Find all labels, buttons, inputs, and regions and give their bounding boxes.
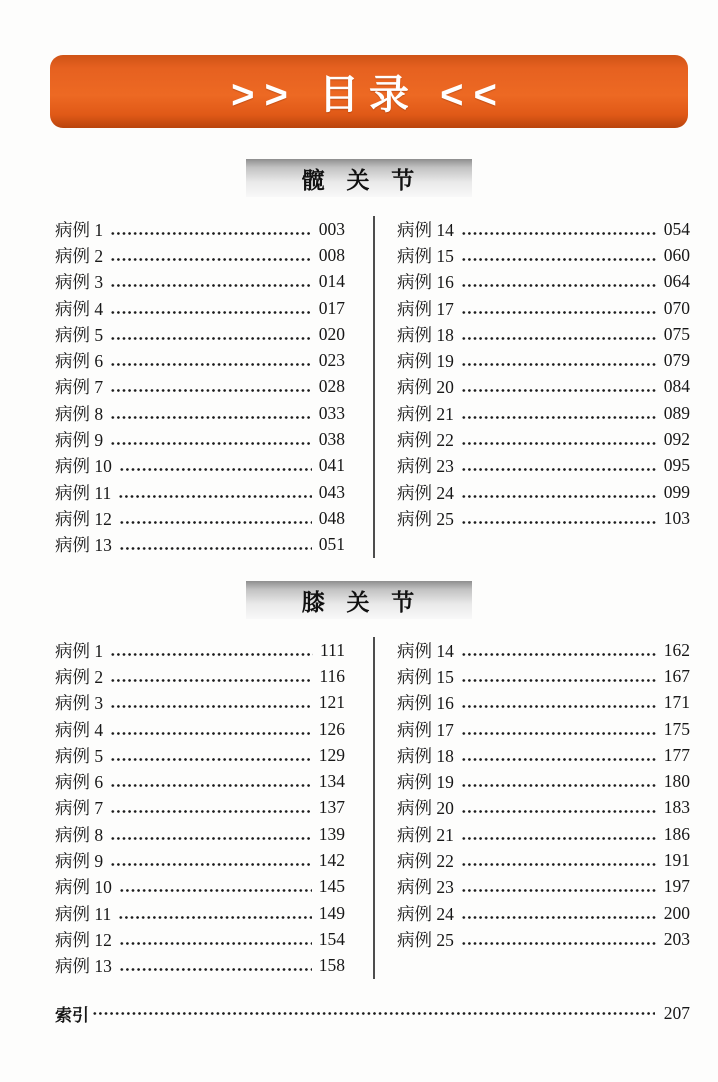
toc-entry-page: 089 <box>663 402 690 423</box>
toc-entry-page: 003 <box>318 218 345 239</box>
dot-leader <box>461 703 657 710</box>
toc-entry-label: 病例 21 <box>397 824 454 845</box>
toc-entry <box>55 768 345 794</box>
toc-entry <box>397 900 690 926</box>
dot-leader <box>119 887 312 894</box>
dot-leader <box>119 519 312 526</box>
toc-entry-page: 129 <box>318 744 345 765</box>
toc-entry-label: 病例 15 <box>397 666 454 687</box>
toc-entry-label: 病例 24 <box>397 482 454 503</box>
toc-entry <box>55 426 345 452</box>
toc-entry-page: 008 <box>318 244 345 265</box>
toc-entry <box>55 926 345 952</box>
toc-entry <box>55 347 345 373</box>
dot-leader <box>110 230 312 237</box>
toc-entry-page: 023 <box>318 350 345 371</box>
toc-entry-page: 186 <box>663 823 690 844</box>
toc-entry-label: 病例 19 <box>397 351 454 372</box>
dot-leader <box>110 361 312 368</box>
dot-leader <box>461 466 657 473</box>
toc-entry-label: 病例 16 <box>397 693 454 714</box>
dot-leader <box>118 493 312 500</box>
toc-entry-label: 病例 18 <box>397 324 454 345</box>
dot-leader <box>118 914 312 921</box>
toc-entry-label: 病例 3 <box>55 693 104 714</box>
toc-entry-label: 病例 6 <box>55 772 104 793</box>
dot-leader <box>461 914 657 921</box>
toc-entry <box>55 900 345 926</box>
toc-entry-label: 病例 13 <box>55 956 112 977</box>
toc-entry-page: 177 <box>663 744 690 765</box>
dot-leader <box>110 282 312 289</box>
toc-entry <box>55 374 345 400</box>
toc-entry-page: 017 <box>318 297 345 318</box>
toc-entry-page: 099 <box>663 481 690 502</box>
toc-entry-page: 064 <box>663 271 690 292</box>
dot-leader <box>110 756 312 763</box>
toc-entry-label: 病例 17 <box>397 719 454 740</box>
toc-entry-label: 病例 7 <box>55 377 104 398</box>
toc-entry <box>55 216 345 242</box>
toc-entry-page: 183 <box>663 797 690 818</box>
toc-entry <box>397 479 690 505</box>
toc-entry-label: 病例 6 <box>55 351 104 372</box>
toc-entry <box>397 453 690 479</box>
toc-entry-page: 020 <box>318 323 345 344</box>
dot-leader <box>461 677 657 684</box>
toc-entry-page: 048 <box>318 507 345 528</box>
toc-entry-label: 病例 5 <box>55 745 104 766</box>
toc-entry <box>397 663 690 689</box>
dot-leader <box>110 677 312 684</box>
dot-leader <box>119 966 312 973</box>
toc-entry-page: 171 <box>663 692 690 713</box>
dot-leader <box>461 414 657 421</box>
section-title: 髋 关 节 <box>301 167 417 193</box>
toc-entry <box>55 242 345 268</box>
dot-leader <box>461 387 657 394</box>
toc-entry-label: 病例 25 <box>397 508 454 529</box>
toc-entry-label: 病例 8 <box>55 403 104 424</box>
toc-entry <box>397 216 690 242</box>
toc-entry-page: 079 <box>663 350 690 371</box>
dot-leader <box>110 730 312 737</box>
dot-leader <box>110 808 312 815</box>
toc-entry <box>55 269 345 295</box>
toc-entry <box>397 505 690 531</box>
dot-leader <box>119 940 312 947</box>
toc-entry-page: 134 <box>318 771 345 792</box>
toc-entry-label: 病例 10 <box>55 456 112 477</box>
toc-entry-label: 病例 11 <box>55 482 112 503</box>
toc-entry-label: 病例 12 <box>55 929 112 950</box>
toc-entry-page: 014 <box>318 271 345 292</box>
section-header-hip <box>246 159 472 197</box>
section-header-knee <box>246 581 472 619</box>
dot-leader <box>110 861 312 868</box>
dot-leader <box>461 651 657 658</box>
toc-entry-page: 041 <box>318 455 345 476</box>
toc-entry-page: 191 <box>663 850 690 871</box>
toc-entry <box>397 426 690 452</box>
toc-entry-label: 病例 4 <box>55 719 104 740</box>
toc-entry-page: 200 <box>663 902 690 923</box>
dot-leader <box>92 1010 655 1017</box>
dot-leader <box>461 361 657 368</box>
dot-leader <box>461 493 657 500</box>
toc-entry <box>397 400 690 426</box>
dot-leader <box>110 387 312 394</box>
toc-entry <box>397 637 690 663</box>
toc-entry-page: 028 <box>318 376 345 397</box>
toc-entry-label: 病例 24 <box>397 903 454 924</box>
toc-entry-page: 054 <box>663 218 690 239</box>
toc-entry-label: 病例 14 <box>397 640 454 661</box>
toc-entry-label: 病例 20 <box>397 798 454 819</box>
dot-leader <box>110 651 313 658</box>
toc-entry-page: 197 <box>663 876 690 897</box>
dot-leader <box>461 282 657 289</box>
toc-entry-page: 162 <box>663 639 690 660</box>
dot-leader <box>110 703 312 710</box>
toc-entry-label: 病例 2 <box>55 245 104 266</box>
toc-entry-page: 175 <box>663 718 690 739</box>
toc-entry-page: 139 <box>318 823 345 844</box>
dot-leader <box>461 335 657 342</box>
dot-leader <box>461 256 657 263</box>
toc-entry-label: 病例 9 <box>55 851 104 872</box>
dot-leader <box>461 782 657 789</box>
toc-banner-title: >> 目录 << <box>231 73 507 117</box>
toc-entry <box>397 321 690 347</box>
dot-leader <box>110 782 312 789</box>
dot-leader <box>461 730 657 737</box>
toc-entry-label: 病例 23 <box>397 456 454 477</box>
toc-entry-page: 203 <box>663 928 690 949</box>
toc-entry <box>55 637 345 663</box>
toc-entry-label: 病例 2 <box>55 666 104 687</box>
toc-entry-page: 103 <box>663 507 690 528</box>
toc-entry <box>55 821 345 847</box>
toc-entry-page: 038 <box>318 429 345 450</box>
dot-leader <box>461 861 657 868</box>
toc-entry <box>397 295 690 321</box>
dot-leader <box>110 835 312 842</box>
dot-leader <box>461 230 657 237</box>
toc-entry <box>55 453 345 479</box>
toc-entry <box>55 532 345 558</box>
toc-entry-page: 149 <box>318 902 345 923</box>
toc-entry-label: 病例 19 <box>397 772 454 793</box>
toc-entry-page: 158 <box>318 955 345 976</box>
toc-entry-label: 病例 22 <box>397 851 454 872</box>
toc-entry-label: 病例 1 <box>55 219 104 240</box>
dot-leader <box>110 440 312 447</box>
toc-entry-page: 167 <box>663 665 690 686</box>
toc-entry <box>397 690 690 716</box>
index-entry <box>55 1000 690 1026</box>
toc-entry-label: 病例 12 <box>55 508 112 529</box>
dot-leader <box>110 309 312 316</box>
dot-leader <box>461 940 657 947</box>
index-entry-page: 207 <box>663 1002 690 1023</box>
toc-entry-label: 病例 18 <box>397 745 454 766</box>
toc-entry <box>55 795 345 821</box>
toc-entry-page: 145 <box>318 876 345 897</box>
dot-leader <box>461 887 657 894</box>
toc-entry-label: 病例 4 <box>55 298 104 319</box>
toc-entry-label: 病例 3 <box>55 272 104 293</box>
dot-leader <box>461 440 657 447</box>
toc-entry <box>55 505 345 531</box>
toc-entry <box>397 742 690 768</box>
toc-entry <box>397 847 690 873</box>
toc-entry-label: 病例 7 <box>55 798 104 819</box>
toc-column-right <box>373 637 690 979</box>
toc-entry <box>55 663 345 689</box>
toc-entry-page: 180 <box>663 771 690 792</box>
toc-entry-label: 病例 13 <box>55 535 112 556</box>
toc-entry-label: 病例 20 <box>397 377 454 398</box>
toc-entry <box>55 321 345 347</box>
toc-entry <box>55 479 345 505</box>
toc-entry-label: 病例 10 <box>55 877 112 898</box>
dot-leader <box>461 756 657 763</box>
toc-entry-label: 病例 16 <box>397 272 454 293</box>
toc-entry <box>55 400 345 426</box>
toc-entry-page: 111 <box>320 639 345 660</box>
toc-entry-label: 病例 17 <box>397 298 454 319</box>
toc-entry-label: 病例 23 <box>397 877 454 898</box>
toc-entry-page: 084 <box>663 376 690 397</box>
toc-entry <box>397 795 690 821</box>
toc-entry-page: 116 <box>319 665 345 686</box>
toc-entry-page: 060 <box>663 244 690 265</box>
toc-entry <box>55 295 345 321</box>
toc-column-left <box>55 637 373 979</box>
toc-entry-page: 095 <box>663 455 690 476</box>
toc-entry <box>55 716 345 742</box>
toc-entry-page: 137 <box>318 797 345 818</box>
dot-leader <box>461 835 657 842</box>
toc-entry-label: 病例 1 <box>55 640 104 661</box>
toc-entry <box>397 926 690 952</box>
toc-entry-label: 病例 21 <box>397 403 454 424</box>
toc-entry-page: 075 <box>663 323 690 344</box>
toc-entry-label: 病例 15 <box>397 245 454 266</box>
dot-leader <box>119 466 312 473</box>
dot-leader <box>461 808 657 815</box>
toc-entry <box>397 716 690 742</box>
toc-column-left <box>55 216 373 558</box>
toc-entry <box>55 742 345 768</box>
toc-entry <box>397 242 690 268</box>
toc-entry <box>397 374 690 400</box>
toc-entry-page: 051 <box>318 534 345 555</box>
dot-leader <box>110 256 312 263</box>
toc-entry-label: 病例 9 <box>55 430 104 451</box>
toc-entry-label: 病例 22 <box>397 430 454 451</box>
index-entry-label: 索引 <box>55 1005 89 1025</box>
section-hip-list <box>55 216 690 558</box>
toc-entry-page: 121 <box>318 692 345 713</box>
toc-entry-label: 病例 11 <box>55 903 112 924</box>
toc-entry-page: 126 <box>318 718 345 739</box>
toc-entry-page: 033 <box>318 402 345 423</box>
toc-banner <box>50 55 688 128</box>
toc-entry-label: 病例 25 <box>397 929 454 950</box>
toc-entry <box>397 768 690 794</box>
dot-leader <box>461 309 657 316</box>
dot-leader <box>110 335 312 342</box>
toc-entry <box>55 874 345 900</box>
dot-leader <box>110 414 312 421</box>
toc-entry <box>397 821 690 847</box>
toc-entry-page: 142 <box>318 850 345 871</box>
toc-entry-label: 病例 5 <box>55 324 104 345</box>
toc-entry <box>397 874 690 900</box>
dot-leader <box>461 519 657 526</box>
toc-entry <box>55 690 345 716</box>
toc-entry <box>55 847 345 873</box>
toc-entry <box>397 269 690 295</box>
toc-entry-page: 154 <box>318 928 345 949</box>
toc-entry-page: 092 <box>663 429 690 450</box>
toc-entry <box>55 953 345 979</box>
toc-entry-label: 病例 14 <box>397 219 454 240</box>
toc-entry-label: 病例 8 <box>55 824 104 845</box>
dot-leader <box>119 545 312 552</box>
section-knee-list <box>55 637 690 979</box>
toc-entry-page: 070 <box>663 297 690 318</box>
section-title: 膝 关 节 <box>301 589 417 615</box>
toc-column-right <box>373 216 690 558</box>
toc-entry-page: 043 <box>318 481 345 502</box>
toc-entry <box>397 347 690 373</box>
